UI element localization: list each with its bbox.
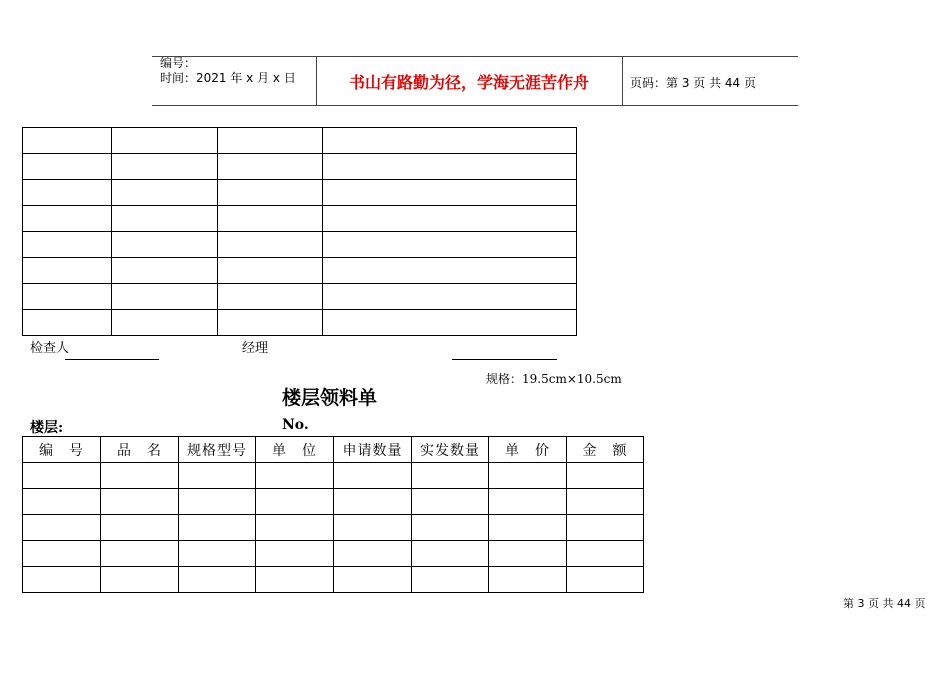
requisition-cell: [567, 567, 644, 593]
requisition-cell: [256, 541, 334, 567]
inspection-cell: [112, 284, 218, 310]
requisition-title: 楼层领料单: [282, 387, 378, 409]
inspection-cell: [112, 310, 218, 336]
requisition-row: [23, 567, 644, 593]
requisition-cell: [101, 567, 179, 593]
inspection-cell: [112, 154, 218, 180]
no-label: No.: [282, 417, 309, 433]
requisition-cell: [23, 541, 101, 567]
requisition-cell: [101, 515, 179, 541]
requisition-cell: [101, 463, 179, 489]
inspection-cell: [218, 180, 323, 206]
inspection-cell: [23, 180, 112, 206]
requisition-cell: [334, 567, 412, 593]
inspection-cell: [323, 154, 577, 180]
requisition-cell: [412, 463, 489, 489]
requisition-cell: [334, 515, 412, 541]
requisition-row: [23, 515, 644, 541]
requisition-row: [23, 463, 644, 489]
header-left-block: [160, 56, 296, 86]
requisition-cell: [412, 515, 489, 541]
floor-label: 楼层:: [30, 420, 64, 436]
requisition-cell: [179, 515, 256, 541]
requisition-cell: [489, 515, 567, 541]
requisition-cell: [567, 463, 644, 489]
requisition-table: [22, 436, 644, 593]
requisition-header-cell: 金 额: [567, 437, 644, 463]
requisition-cell: [23, 515, 101, 541]
inspection-row: [23, 284, 577, 310]
inspection-row: [23, 180, 577, 206]
inspection-table: [22, 127, 577, 336]
requisition-header-cell: 申请数量: [334, 437, 412, 463]
inspection-cell: [112, 128, 218, 154]
requisition-header-cell: 品 名: [101, 437, 179, 463]
inspection-cell: [23, 232, 112, 258]
requisition-cell: [23, 463, 101, 489]
requisition-cell: [256, 515, 334, 541]
inspection-row: [23, 258, 577, 284]
inspection-cell: [323, 258, 577, 284]
requisition-cell: [334, 463, 412, 489]
inspection-cell: [218, 258, 323, 284]
inspection-row: [23, 310, 577, 336]
requisition-cell: [489, 567, 567, 593]
inspection-cell: [218, 284, 323, 310]
inspection-cell: [323, 310, 577, 336]
requisition-header-cell: 实发数量: [412, 437, 489, 463]
requisition-row: [23, 541, 644, 567]
requisition-cell: [179, 541, 256, 567]
inspection-cell: [323, 206, 577, 232]
doc-no-label: 编号：: [160, 56, 197, 70]
footer-page-number: 第 3 页 共 44 页: [843, 597, 926, 610]
requisition-cell: [23, 567, 101, 593]
requisition-cell: [256, 463, 334, 489]
requisition-header-cell: 单 价: [489, 437, 567, 463]
inspection-cell: [23, 128, 112, 154]
inspection-row: [23, 206, 577, 232]
inspection-cell: [218, 310, 323, 336]
inspection-cell: [23, 284, 112, 310]
requisition-cell: [334, 541, 412, 567]
requisition-cell: [567, 541, 644, 567]
header-divider-right: [622, 56, 623, 106]
requisition-header-cell: 单 位: [256, 437, 334, 463]
inspection-cell: [112, 180, 218, 206]
requisition-cell: [101, 541, 179, 567]
inspection-cell: [218, 232, 323, 258]
requisition-cell: [567, 489, 644, 515]
inspection-row: [23, 154, 577, 180]
requisition-cell: [489, 489, 567, 515]
requisition-cell: [489, 463, 567, 489]
time-label: 时间：2021 年 x 月 x 日: [160, 71, 296, 85]
requisition-cell: [101, 489, 179, 515]
inspection-row: [23, 232, 577, 258]
inspection-cell: [323, 284, 577, 310]
requisition-cell: [179, 463, 256, 489]
manager-signature-line: [452, 359, 557, 360]
header-page-info: 页码：第 3 页 共 44 页: [630, 76, 756, 90]
manager-label: 经理: [242, 341, 269, 356]
inspection-cell: [23, 154, 112, 180]
requisition-cell: [412, 541, 489, 567]
spec-note: 规格：19.5cm×10.5cm: [486, 372, 622, 386]
inspection-cell: [323, 180, 577, 206]
requisition-header-row: [23, 437, 644, 463]
inspection-cell: [323, 232, 577, 258]
requisition-header-cell: 规格型号: [179, 437, 256, 463]
requisition-cell: [412, 567, 489, 593]
requisition-cell: [334, 489, 412, 515]
inspector-signature-line: [65, 359, 159, 360]
requisition-cell: [256, 489, 334, 515]
inspection-cell: [218, 128, 323, 154]
requisition-cell: [256, 567, 334, 593]
requisition-cell: [567, 515, 644, 541]
requisition-cell: [179, 489, 256, 515]
header-motto: 书山有路勤为径，学海无涯苦作舟: [348, 72, 589, 92]
inspection-cell: [23, 258, 112, 284]
inspection-cell: [112, 206, 218, 232]
requisition-cell: [179, 567, 256, 593]
inspection-cell: [23, 310, 112, 336]
inspection-cell: [23, 206, 112, 232]
requisition-cell: [23, 489, 101, 515]
requisition-header-cell: 编 号: [23, 437, 101, 463]
requisition-cell: [489, 541, 567, 567]
inspection-cell: [112, 258, 218, 284]
requisition-cell: [412, 489, 489, 515]
inspection-row: [23, 128, 577, 154]
inspector-label: 检查人: [30, 341, 70, 356]
inspection-cell: [323, 128, 577, 154]
requisition-row: [23, 489, 644, 515]
inspection-cell: [112, 232, 218, 258]
inspection-cell: [218, 206, 323, 232]
inspection-cell: [218, 154, 323, 180]
